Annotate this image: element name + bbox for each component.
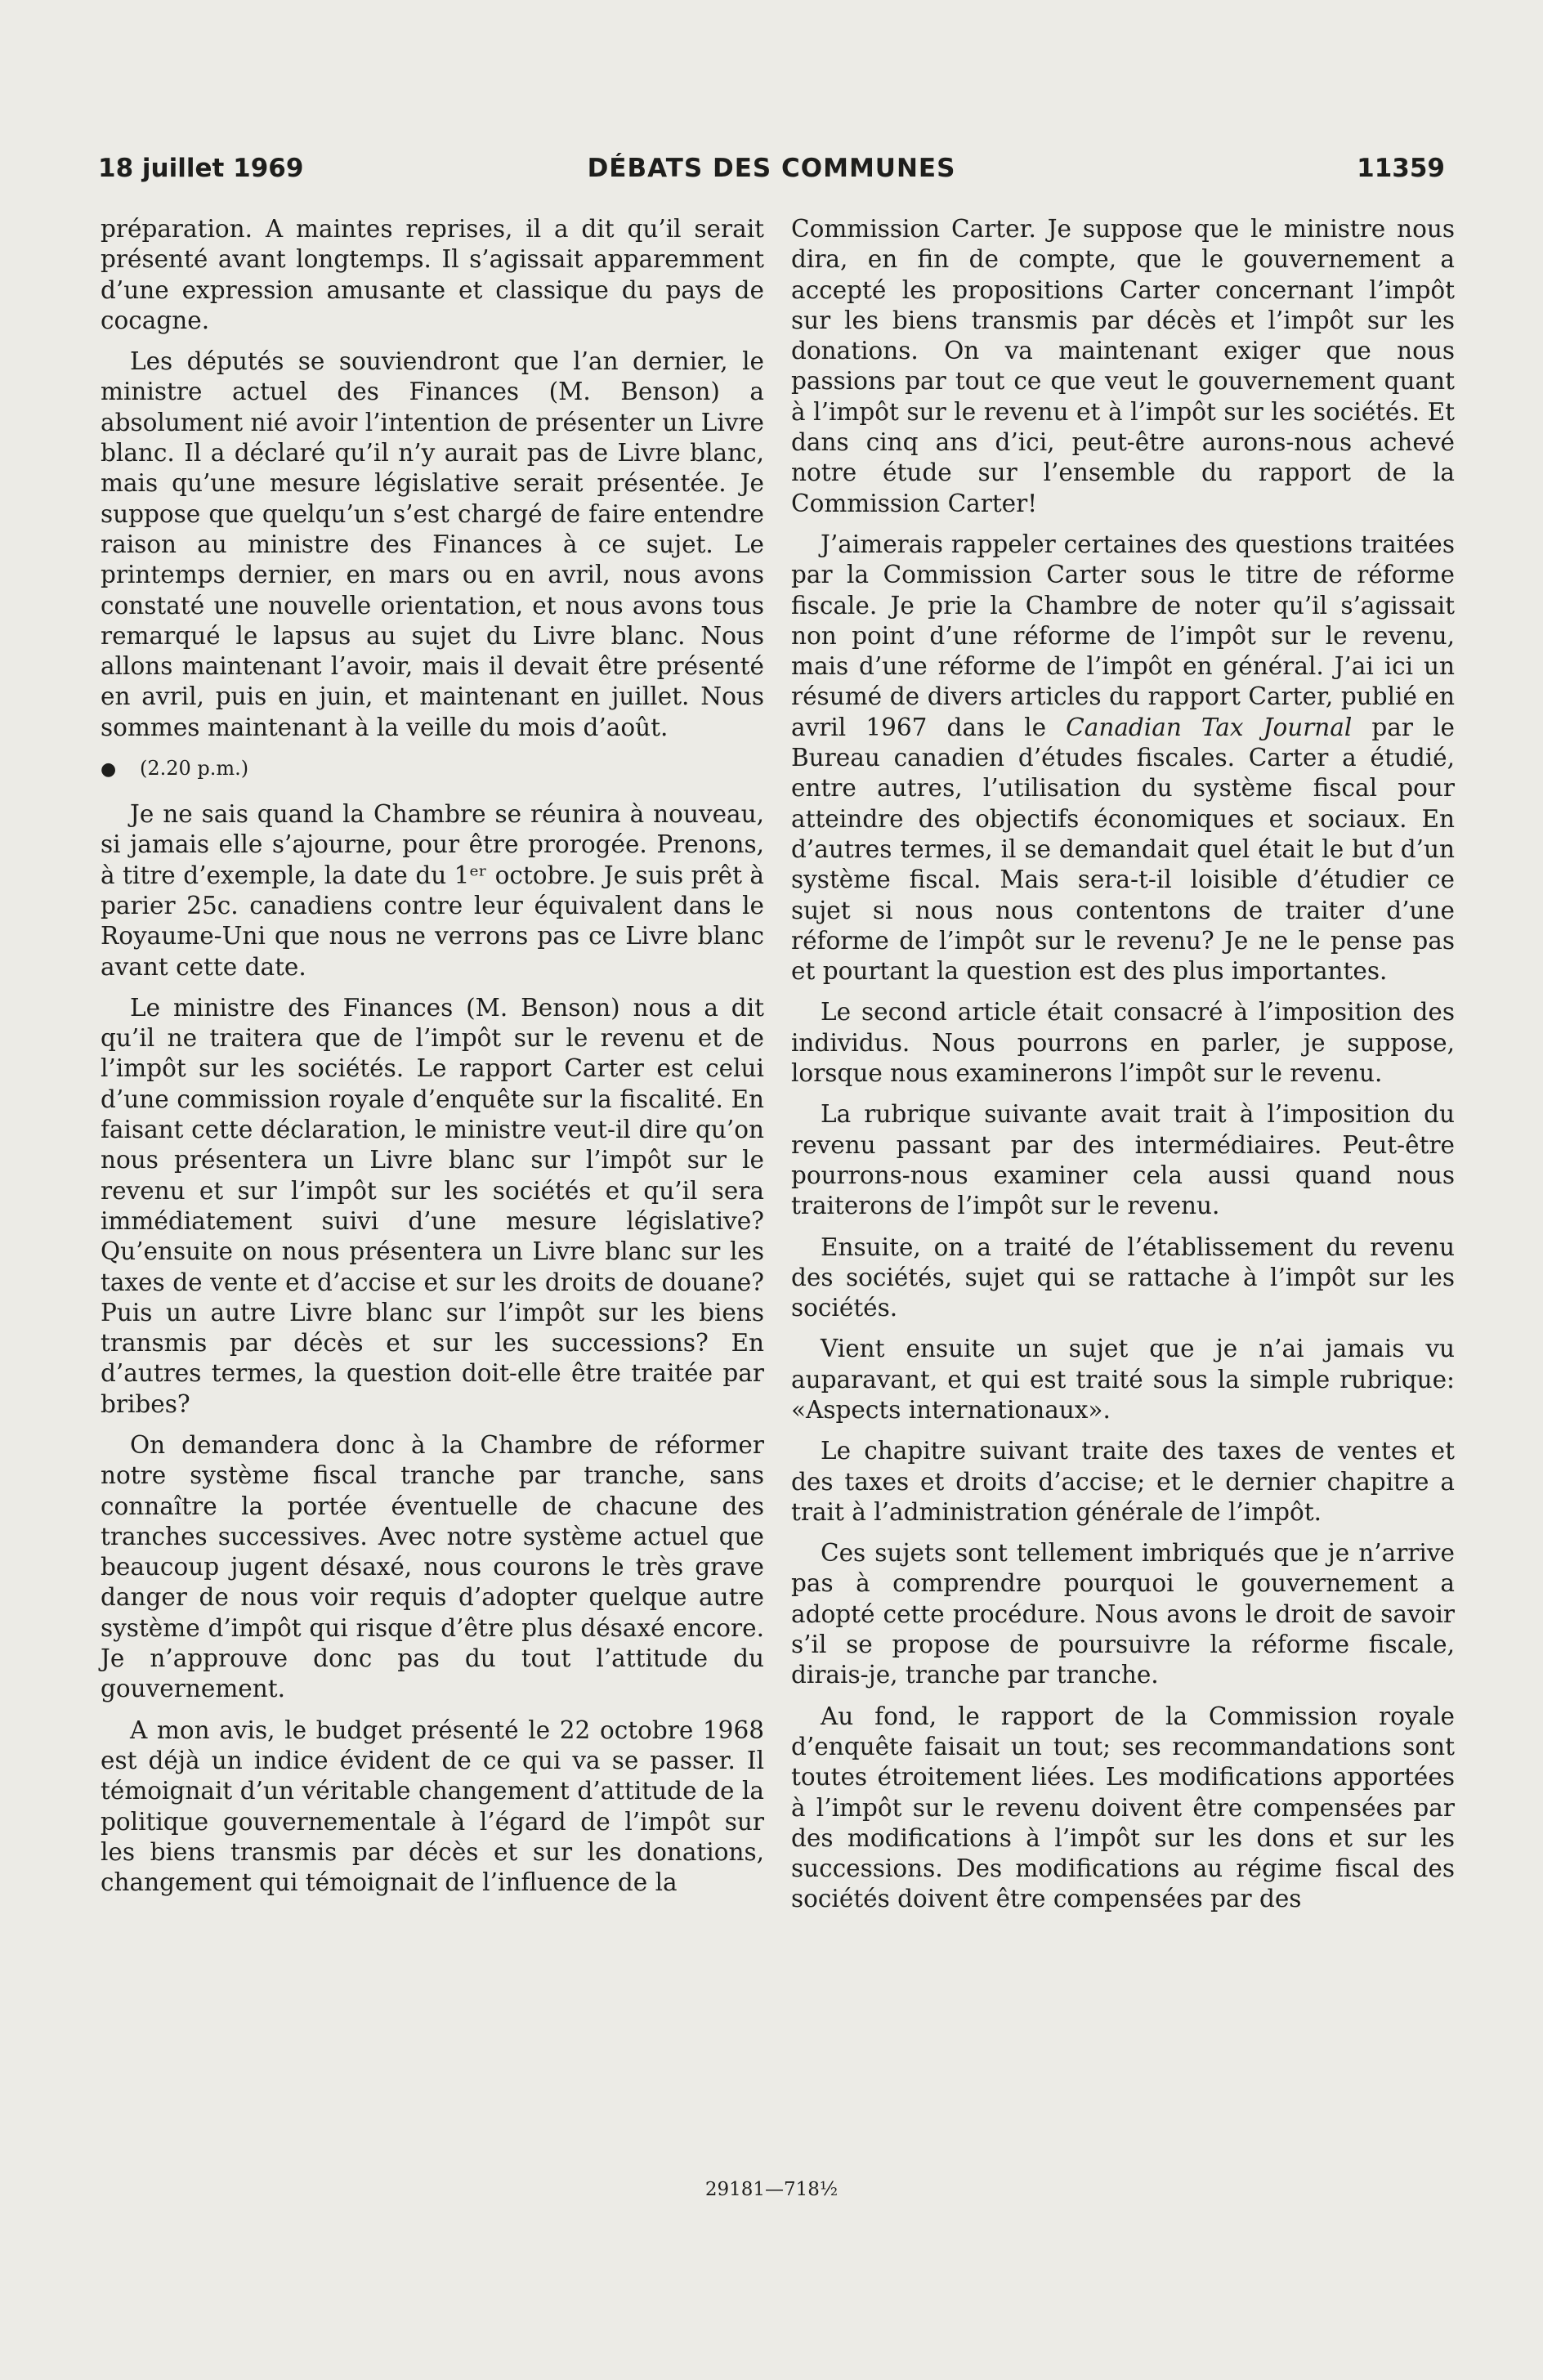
paragraph-text: J’aimerais rappeler certaines des questions traitées par la Commission Carter sous le titre de réforme fiscale. Je prie la Chambre de noter qu’il s’agissait non point d’une réforme de l’impôt sur le revenu, mais d’une réforme de l’impôt en général. J’ai ici un résumé de divers articles du rapport Carter, publié en avril 1967 dans le bbox=[791, 530, 1455, 741]
time-stamp-text: (2.20 p.m.) bbox=[140, 757, 249, 781]
paragraph bbox=[791, 530, 1455, 986]
paragraph: La rubrique suivante avait trait à l’imposition du revenu passant par des intermédiaires. Peut-être pourrons-nous examiner cela aussi quand nous traiterons de l’impôt sur le revenu. bbox=[791, 1100, 1455, 1220]
footer-code: 29181—718½ bbox=[704, 2179, 839, 2200]
paragraph: On demandera donc à la Chambre de réformer notre système fiscal tranche par tranche, sans connaître la portée éventuelle de chacune des tranches successives. Avec notre système actuel que beaucoup jugent désaxé, nous courons le très grave danger de nous voir requis d’adopter quelque autre système d’impôt qui risque d’être plus désaxé encore. Je n’approuve donc pas du tout l’attitude du gouvernement. bbox=[101, 1430, 764, 1703]
paragraph: A mon avis, le budget présenté le 22 octobre 1968 est déjà un indice évident de ce qui va se passer. Il témoignait d’un véritable changement d’attitude de la politique gouvernementale à l’égard de l’impôt sur les biens transmis par décès et sur les donations, changement qui témoignait de l’influence de la bbox=[101, 1716, 764, 1897]
left-column bbox=[101, 214, 764, 1908]
bullet-icon: ● bbox=[101, 759, 117, 781]
paragraph: Vient ensuite un sujet que je n’ai jamais vu auparavant, et qui est traité sous la simple rubrique: «Aspects internationaux». bbox=[791, 1335, 1455, 1424]
paragraph: Ces sujets sont tellement imbriqués que je n’arrive pas à comprendre pourquoi le gouvernement a adopté cette procédure. Nous avons le droit de savoir s’il se propose de poursuivre la réforme fiscale, dirais-je, tranche par tranche. bbox=[791, 1539, 1455, 1689]
page-header bbox=[98, 154, 1445, 190]
paragraph: Le chapitre suivant traite des taxes de ventes et des taxes et droits d’accise; et le dernier chapitre a trait à l’administration générale de l’impôt. bbox=[791, 1437, 1455, 1526]
time-stamp bbox=[101, 754, 764, 785]
paragraph: Commission Carter. Je suppose que le ministre nous dira, en fin de compte, que le gouvernement a accepté les propositions Carter concernant l’impôt sur les biens transmis par décès et l’impôt sur les donations. On va maintenant exiger que nous passions par tout ce que veut le gouvernement quant à l’impôt sur le revenu et à l’impôt sur les sociétés. Et dans cinq ans d’ici, peut-être aurons-nous achevé notre étude sur l’ensemble du rapport de la Commission Carter! bbox=[791, 215, 1455, 517]
paragraph: Je ne sais quand la Chambre se réunira à nouveau, si jamais elle s’ajourne, pour être prorogée. Prenons, à titre d’exemple, la date du 1ᵉʳ octobre. Je suis prêt à parier 25c. canadiens contre leur équivalent dans le Royaume-Uni que nous ne verrons pas ce Livre blanc avant cette date. bbox=[101, 800, 764, 981]
paragraph: Au fond, le rapport de la Commission royale d’enquête faisait un tout; ses recommandations sont toutes étroitement liées. Les modifications apportées à l’impôt sur le revenu doivent être compensées par des modifications à l’impôt sur les dons et sur les successions. Des modifications au régime fiscal des sociétés doivent être compensées par des bbox=[791, 1702, 1455, 1913]
journal-title: Canadian Tax Journal bbox=[1066, 713, 1353, 741]
paragraph-text: par le Bureau canadien d’études fiscales. Carter a étudié, entre autres, l’utilisation du système fiscal pour atteindre des objectifs économiques et sociaux. En d’autres termes, il se demandait quel était le but d’un système fiscal. Mais sera-t-il loisible d’étudier ce sujet si nous nous contentons de traiter d’une réforme de l’impôt sur le revenu? Je ne le pense pas et pourtant la question est des plus importantes. bbox=[791, 713, 1455, 986]
paragraph: Les députés se souviendront que l’an dernier, le ministre actuel des Finances (M. Benson) a absolument nié avoir l’intention de présenter un Livre blanc. Il a déclaré qu’il n’y aurait pas de Livre blanc, mais qu’une mesure législative serait présentée. Je suppose que quelqu’un s’est chargé de faire entendre raison au ministre des Finances à ce sujet. Le printemps dernier, en mars ou en avril, nous avons constaté une nouvelle orientation, et nous avons tous remarqué le lapsus au sujet du Livre blanc. Nous allons maintenant l’avoir, mais il devait être présenté en avril, puis en juin, et maintenant en juillet. Nous sommes maintenant à la veille du mois d’août. bbox=[101, 347, 764, 741]
header-title: DÉBATS DES COMMUNES bbox=[587, 154, 956, 183]
paragraph: Ensuite, on a traité de l’établissement du revenu des sociétés, sujet qui se rattache à l’impôt sur les sociétés. bbox=[791, 1232, 1455, 1322]
right-column bbox=[791, 214, 1455, 1926]
header-page-number: 11359 bbox=[1357, 154, 1445, 183]
paragraph: préparation. A maintes reprises, il a dit qu’il serait présenté avant longtemps. Il s’agissait apparemment d’une expression amusante et classique du pays de cocagne. bbox=[101, 215, 764, 334]
header-date: 18 juillet 1969 bbox=[98, 154, 304, 183]
paragraph: Le second article était consacré à l’imposition des individus. Nous pourrons en parler, je suppose, lorsque nous examinerons l’impôt sur le revenu. bbox=[791, 998, 1455, 1088]
paragraph: Le ministre des Finances (M. Benson) nous a dit qu’il ne traitera que de l’impôt sur le revenu et de l’impôt sur les sociétés. Le rapport Carter est celui d’une commission royale d’enquête sur la fiscalité. En faisant cette déclaration, le ministre veut-il dire qu’on nous présentera un Livre blanc sur l’impôt sur le revenu et sur l’impôt sur les sociétés et qu’il sera immédiatement suivi d’une mesure législative? Qu’ensuite on nous présentera un Livre blanc sur les taxes de vente et d’accise et sur les droits de douane? Puis un autre Livre blanc sur l’impôt sur les biens transmis par décès et sur les successions? En d’autres termes, la question doit-elle être traitée par bribes? bbox=[101, 993, 764, 1418]
